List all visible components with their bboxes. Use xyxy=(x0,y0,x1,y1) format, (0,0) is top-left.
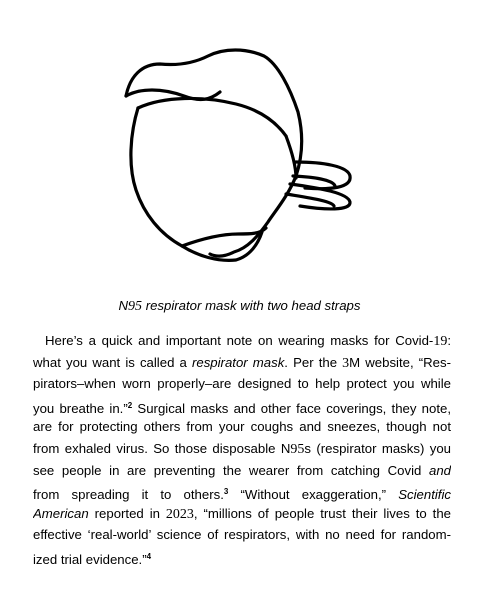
body-paragraph xyxy=(33,330,451,568)
number-run: 19 xyxy=(433,334,448,349)
paragraph-line xyxy=(33,503,451,525)
text-run: see people in are preventing the wearer from catching Covid xyxy=(33,462,429,478)
figure-caption xyxy=(0,298,479,315)
text-run: s (respirator masks) you xyxy=(304,440,451,456)
text-run: from exhaled virus. So those disposable N xyxy=(33,440,291,456)
number-run: 3 xyxy=(342,355,350,371)
strap-icon xyxy=(286,194,334,206)
text-run: “Without exaggeration,” xyxy=(228,487,399,503)
mask-body-icon xyxy=(126,50,302,256)
text-run: you breathe in.” xyxy=(33,400,128,416)
text-run: , “millions of people trust their lives to the xyxy=(193,505,451,521)
paragraph-line: effective ‘real-world’ science of respirators, with no need for random- xyxy=(33,527,451,543)
paragraph-line: pirators–when worn properly–are designed to help protect you while xyxy=(33,376,451,392)
paragraph-line xyxy=(33,438,451,460)
text-run: Here’s a quick and important note on wearing masks for Covid- xyxy=(45,333,434,348)
paragraph-line xyxy=(33,395,451,417)
paragraph-line xyxy=(33,546,451,568)
text-run: what you want is called a xyxy=(33,354,192,370)
caption-letter: N xyxy=(118,298,129,313)
caption-number: 95 xyxy=(128,299,143,314)
text-run: from spreading it to others. xyxy=(33,487,224,503)
paragraph-line xyxy=(33,330,451,352)
emphasis-run: and xyxy=(428,462,451,478)
text-run: : xyxy=(447,333,451,348)
footnote-marker: 2 xyxy=(127,400,133,410)
text-run: . Per the xyxy=(284,354,343,370)
paragraph-line xyxy=(33,481,451,503)
footnote-marker: 4 xyxy=(146,551,152,561)
caption-text: respirator mask with two head straps xyxy=(142,298,361,313)
text-run: ized trial evidence.” xyxy=(33,551,147,567)
paragraph-line xyxy=(33,352,451,374)
n95-respirator-mask-icon xyxy=(100,38,360,278)
text-run: M website, “Res- xyxy=(349,354,451,370)
paragraph-line: are for protecting others from your coughs and sneezes, though not xyxy=(33,419,451,435)
emphasis-run: Scientific xyxy=(398,487,451,503)
footnote-marker: 3 xyxy=(223,487,229,497)
text-run: reported in xyxy=(88,505,166,521)
emphasis-run: respirator mask xyxy=(191,354,285,370)
number-run: 2023 xyxy=(165,506,194,522)
emphasis-run: American xyxy=(33,505,89,521)
text-run: Surgical masks and other face coverings, they note, xyxy=(132,400,451,416)
paragraph-line xyxy=(33,460,451,482)
number-run: 95 xyxy=(290,441,305,457)
